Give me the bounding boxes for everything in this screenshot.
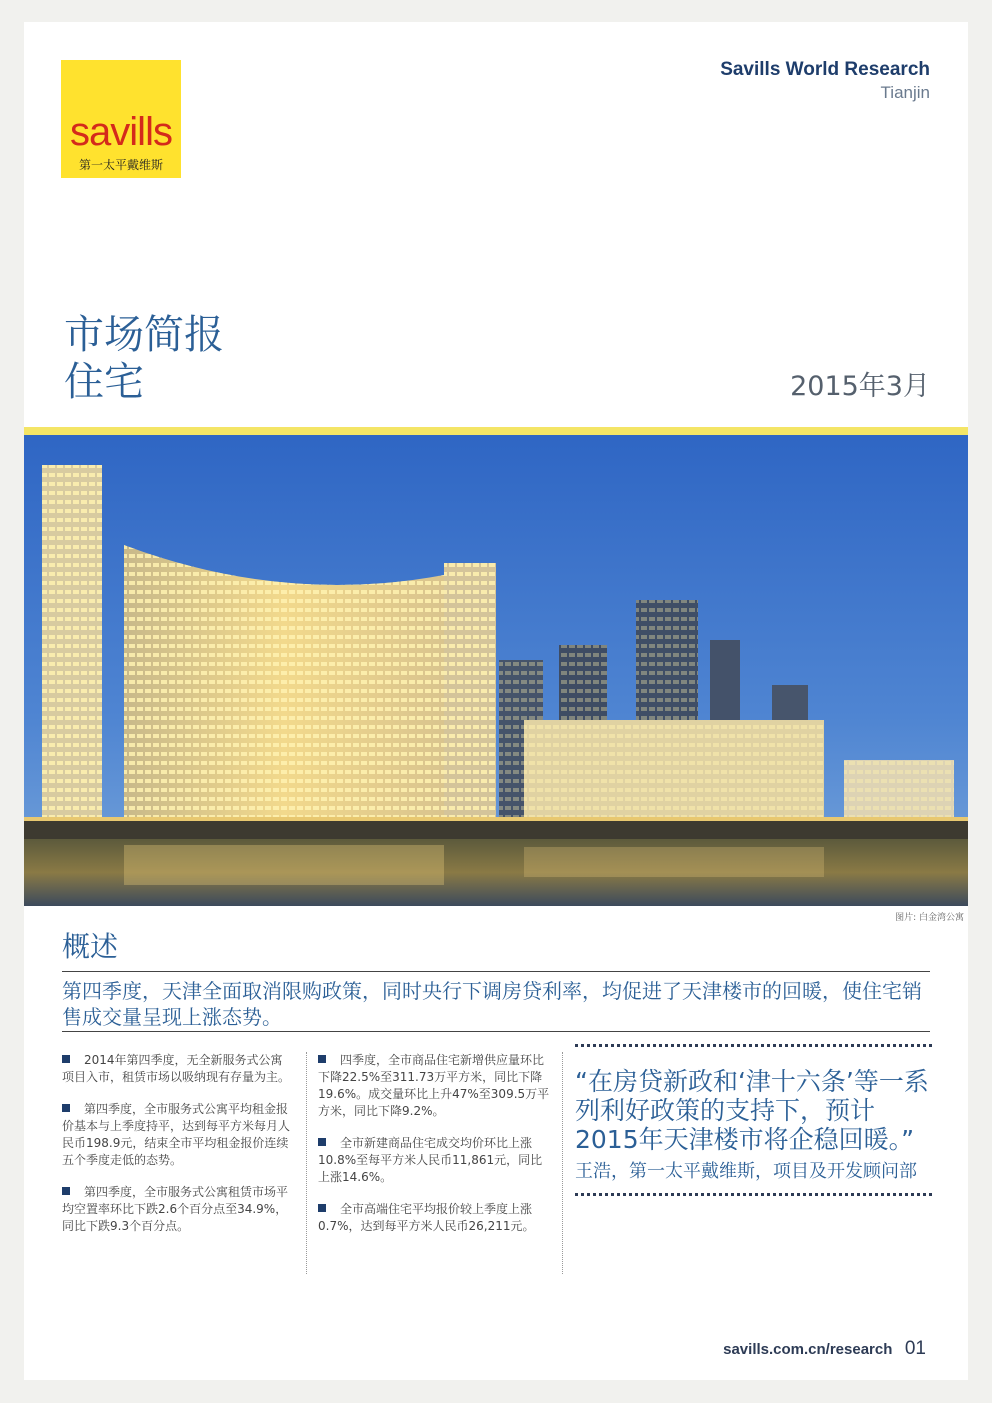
- page-footer: [723, 1338, 926, 1360]
- quote-text: “在房贷新政和‘津十六条’等一系列利好政策的支持下，预计2015年天津楼市将企稳回暖。”: [575, 1067, 929, 1154]
- city-name: Tianjin: [880, 83, 930, 102]
- square-bullet-icon: [318, 1138, 326, 1146]
- cover-photo: [24, 435, 968, 906]
- research-header: [720, 58, 930, 104]
- logo-chinese-name: 第一太平戴维斯: [78, 158, 163, 172]
- quote-attribution: 王浩，第一太平戴维斯，项目及开发顾问部: [575, 1161, 917, 1182]
- bullet-item: 第四季度，全市服务式公寓租赁市场平均空置率环比下跌2.6个百分点至34.9%，同比下跌9.3个百分点。: [62, 1185, 289, 1233]
- logo-wordmark: savills: [70, 110, 172, 154]
- overview-bottom-rule: [62, 1031, 930, 1032]
- title-line-1: 市场简报: [64, 312, 224, 358]
- square-bullet-icon: [62, 1104, 70, 1112]
- square-bullet-icon: [62, 1187, 70, 1195]
- overview-top-rule: [62, 971, 930, 972]
- photo-credit: 图片: 白金湾公寓: [895, 913, 964, 923]
- yellow-stripe: [24, 427, 968, 435]
- page-number: 01: [904, 1338, 926, 1359]
- quote-bottom-dots: [575, 1193, 932, 1196]
- bullet-item: 全市高端住宅平均报价较上季度上涨0.7%，达到每平方米人民币26,211元。: [318, 1202, 535, 1233]
- column-divider-2: [562, 1052, 563, 1274]
- column-1: [62, 1052, 294, 1250]
- report-date: 2015年3月: [790, 371, 930, 402]
- bullet-item: 第四季度，全市服务式公寓平均租金报价基本与上季度持平，达到每平方米每月人民币198.9元，结束全市平均租金报价连续五个季度走低的态势。: [62, 1102, 291, 1167]
- overview-summary: 第四季度，天津全面取消限购政策，同时央行下调房贷利率，均促进了天津楼市的回暖，使住宅销售成交量呈现上涨态势。: [62, 979, 922, 1029]
- bullet-item: 四季度，全市商品住宅新增供应量环比下降22.5%至311.73万平方米，同比下降19.6%。成交量环比上升47%至309.5万平方米，同比下降9.2%。: [318, 1053, 550, 1118]
- footer-url[interactable]: savills.com.cn/research: [723, 1341, 893, 1358]
- savills-logo[interactable]: [61, 60, 181, 178]
- square-bullet-icon: [318, 1055, 326, 1063]
- column-divider-1: [306, 1052, 307, 1274]
- overview-heading: 概述: [62, 930, 119, 963]
- bullet-item: 2014年第四季度，无全新服务式公寓项目入市，租赁市场以吸纳现有存量为主。: [62, 1053, 291, 1084]
- square-bullet-icon: [62, 1055, 70, 1063]
- title-line-2: 住宅: [64, 359, 144, 405]
- column-2: [318, 1052, 550, 1250]
- square-bullet-icon: [318, 1204, 326, 1212]
- quote-top-dots: [575, 1044, 932, 1047]
- report-page: [24, 22, 968, 1380]
- pull-quote: [575, 1044, 932, 1196]
- bullet-item: 全市新建商品住宅成交均价环比上涨10.8%至每平方米人民币11,861元，同比上涨14.6%。: [318, 1136, 543, 1184]
- research-title: Savills World Research: [720, 59, 930, 80]
- report-title: [64, 312, 224, 406]
